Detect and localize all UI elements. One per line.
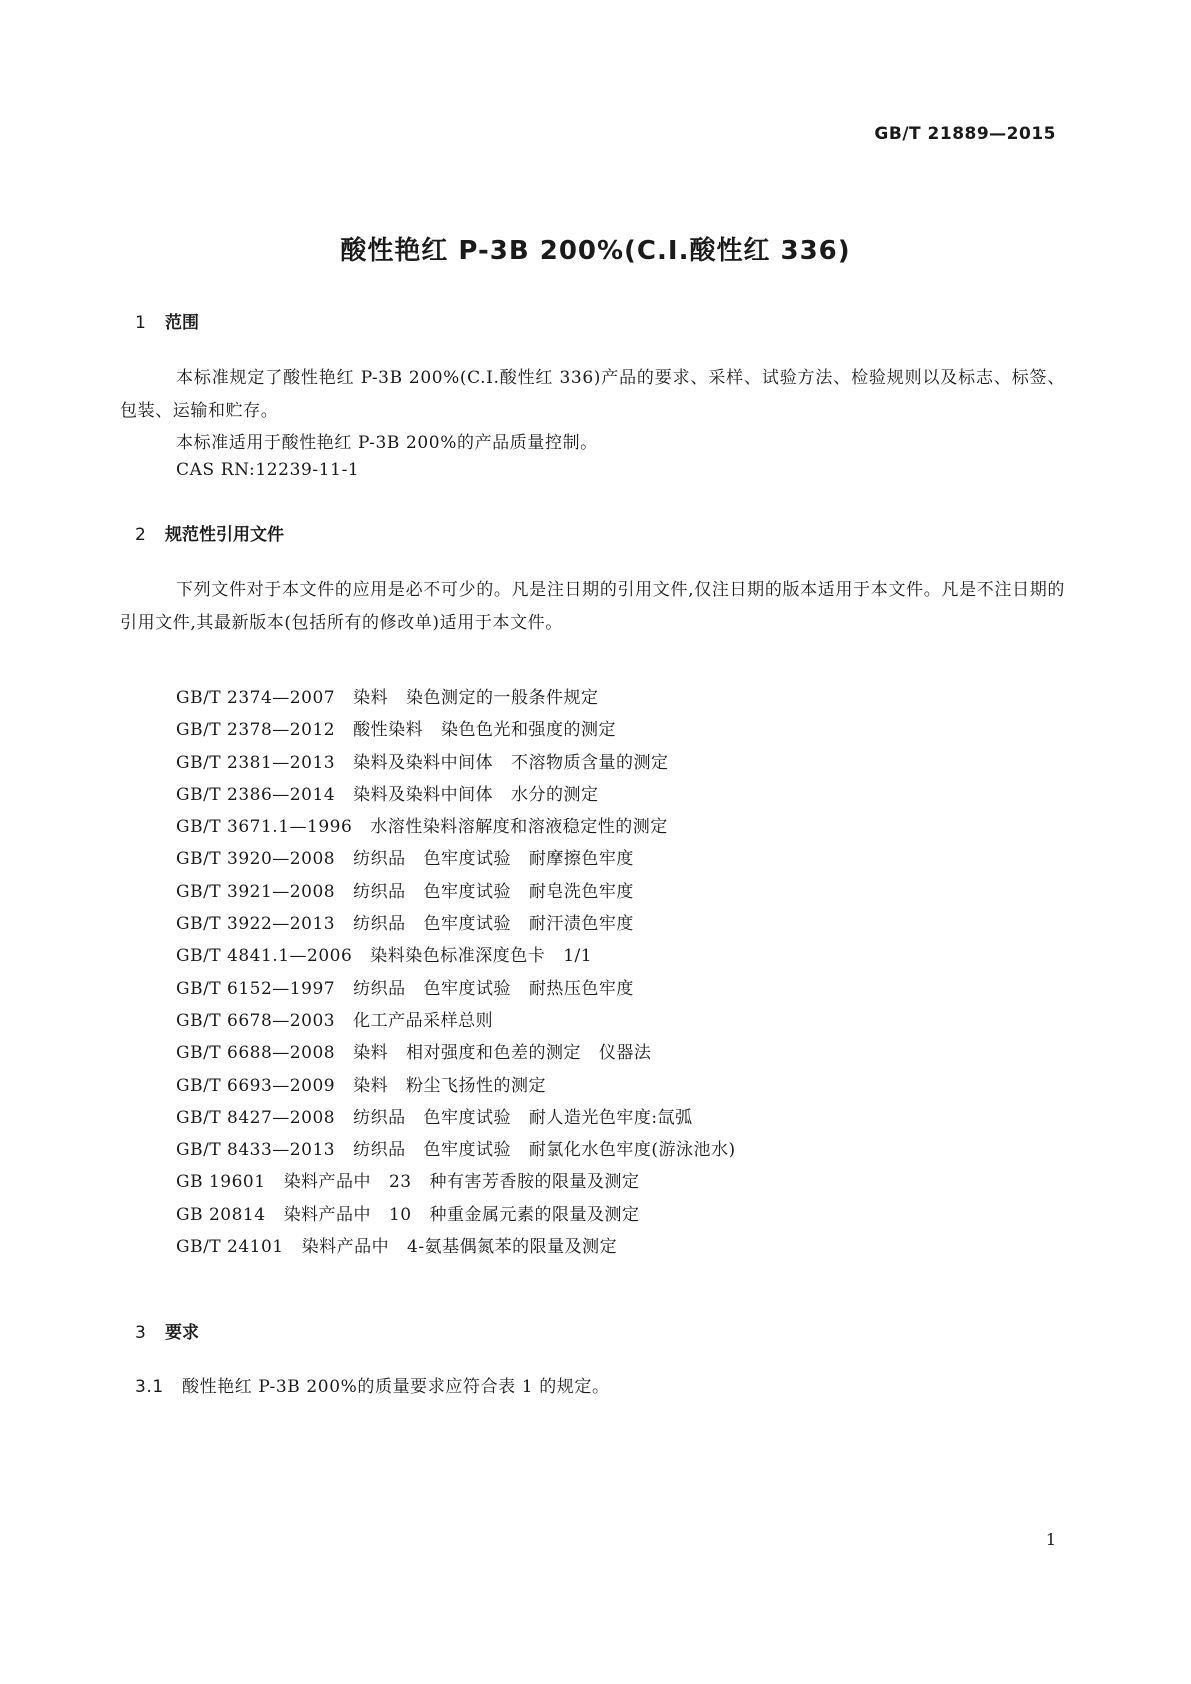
reference-title: 染料及染料中间体 不溶物质含量的测定 xyxy=(353,752,669,773)
list-item xyxy=(176,747,736,779)
list-item xyxy=(176,843,736,875)
cas-number: CAS RN:12239-11-1 xyxy=(176,460,360,480)
list-item xyxy=(176,1231,736,1263)
reference-code: GB/T 24101 xyxy=(176,1237,284,1258)
reference-code: GB/T 2386—2014 xyxy=(176,784,336,805)
standard-code: GB/T 21889—2015 xyxy=(874,124,1056,144)
reference-code: GB/T 3920—2008 xyxy=(176,849,336,870)
reference-title: 纺织品 色牢度试验 耐汗渍色牢度 xyxy=(353,914,634,935)
list-item xyxy=(176,1199,736,1231)
list-item xyxy=(176,940,736,972)
reference-code: GB/T 6678—2003 xyxy=(176,1010,336,1031)
reference-code: GB/T 3921—2008 xyxy=(176,881,336,902)
reference-title: 纺织品 色牢度试验 耐人造光色牢度:氙弧 xyxy=(353,1107,693,1128)
scope-paragraph-2: 本标准适用于酸性艳红 P-3B 200%的产品质量控制。 xyxy=(176,433,598,453)
reference-code: GB 19601 xyxy=(176,1172,266,1193)
list-item xyxy=(176,1134,736,1166)
section-2-heading xyxy=(135,520,284,545)
reference-title: 染料 粉尘飞扬性的测定 xyxy=(353,1075,546,1096)
reference-title: 酸性染料 染色色光和强度的测定 xyxy=(353,720,616,741)
reference-title: 水溶性染料溶解度和溶液稳定性的测定 xyxy=(370,817,668,838)
clause-number: 3.1 xyxy=(135,1377,164,1397)
clause-3-1 xyxy=(135,1372,610,1397)
page-number: 1 xyxy=(1045,1530,1056,1549)
list-item xyxy=(176,1005,736,1037)
document-title: 酸性艳红 P-3B 200%(C.I.酸性红 336) xyxy=(340,236,851,266)
reference-code: GB/T 3671.1—1996 xyxy=(176,817,353,838)
section-number: 3 xyxy=(135,1323,146,1343)
references-intro: 下列文件对于本文件的应用是必不可少的。凡是注日期的引用文件,仅注日期的版本适用于本文件。凡是不注日期的引用文件,其最新版本(包括所有的修改单)适用于本文件。 xyxy=(120,580,1065,633)
reference-code: GB/T 4841.1—2006 xyxy=(176,946,353,967)
list-item xyxy=(176,876,736,908)
list-item xyxy=(176,1166,736,1198)
list-item xyxy=(176,973,736,1005)
reference-code: GB 20814 xyxy=(176,1204,266,1225)
list-item xyxy=(176,1037,736,1069)
section-1-heading xyxy=(135,308,199,333)
section-title: 规范性引用文件 xyxy=(165,525,284,545)
list-item xyxy=(176,1070,736,1102)
reference-code: GB/T 8433—2013 xyxy=(176,1140,336,1161)
reference-title: 染料及染料中间体 水分的测定 xyxy=(353,784,599,805)
list-item xyxy=(176,682,736,714)
reference-list xyxy=(176,682,736,1263)
reference-title: 染料 染色测定的一般条件规定 xyxy=(353,688,599,708)
section-3-heading xyxy=(135,1318,199,1343)
section-number: 2 xyxy=(135,525,146,545)
reference-title: 纺织品 色牢度试验 耐皂洗色牢度 xyxy=(353,881,634,902)
reference-code: GB/T 6688—2008 xyxy=(176,1043,336,1064)
list-item xyxy=(176,779,736,811)
reference-code: GB/T 3922—2013 xyxy=(176,914,336,935)
reference-title: 纺织品 色牢度试验 耐摩擦色牢度 xyxy=(353,849,634,870)
reference-title: 染料染色标准深度色卡 1/1 xyxy=(370,946,593,967)
reference-title: 纺织品 色牢度试验 耐氯化水色牢度(游泳池水) xyxy=(353,1140,736,1161)
reference-code: GB/T 6152—1997 xyxy=(176,978,336,999)
reference-title: 染料产品中 10 种重金属元素的限量及测定 xyxy=(283,1204,640,1225)
reference-title: 纺织品 色牢度试验 耐热压色牢度 xyxy=(353,978,634,999)
reference-code: GB/T 2381—2013 xyxy=(176,752,336,773)
list-item xyxy=(176,1102,736,1134)
reference-title: 化工产品采样总则 xyxy=(353,1010,494,1031)
reference-code: GB/T 6693—2009 xyxy=(176,1075,336,1096)
list-item xyxy=(176,908,736,940)
section-number: 1 xyxy=(135,313,146,333)
reference-title: 染料 相对强度和色差的测定 仪器法 xyxy=(353,1043,652,1064)
list-item xyxy=(176,811,736,843)
reference-title: 染料产品中 23 种有害芳香胺的限量及测定 xyxy=(283,1172,640,1193)
scope-paragraph-1: 本标准规定了酸性艳红 P-3B 200%(C.I.酸性红 336)产品的要求、采样、试验方法、检验规则以及标志、标签、包装、运输和贮存。 xyxy=(120,368,1065,421)
reference-code: GB/T 2378—2012 xyxy=(176,720,336,741)
clause-text: 酸性艳红 P-3B 200%的质量要求应符合表 1 的规定。 xyxy=(182,1377,610,1397)
reference-code: GB/T 2374—2007 xyxy=(176,688,336,708)
section-title: 要求 xyxy=(165,1323,199,1343)
reference-code: GB/T 8427—2008 xyxy=(176,1107,336,1128)
reference-title: 染料产品中 4-氨基偶氮苯的限量及测定 xyxy=(301,1237,618,1258)
section-title: 范围 xyxy=(165,313,199,333)
list-item xyxy=(176,714,736,746)
